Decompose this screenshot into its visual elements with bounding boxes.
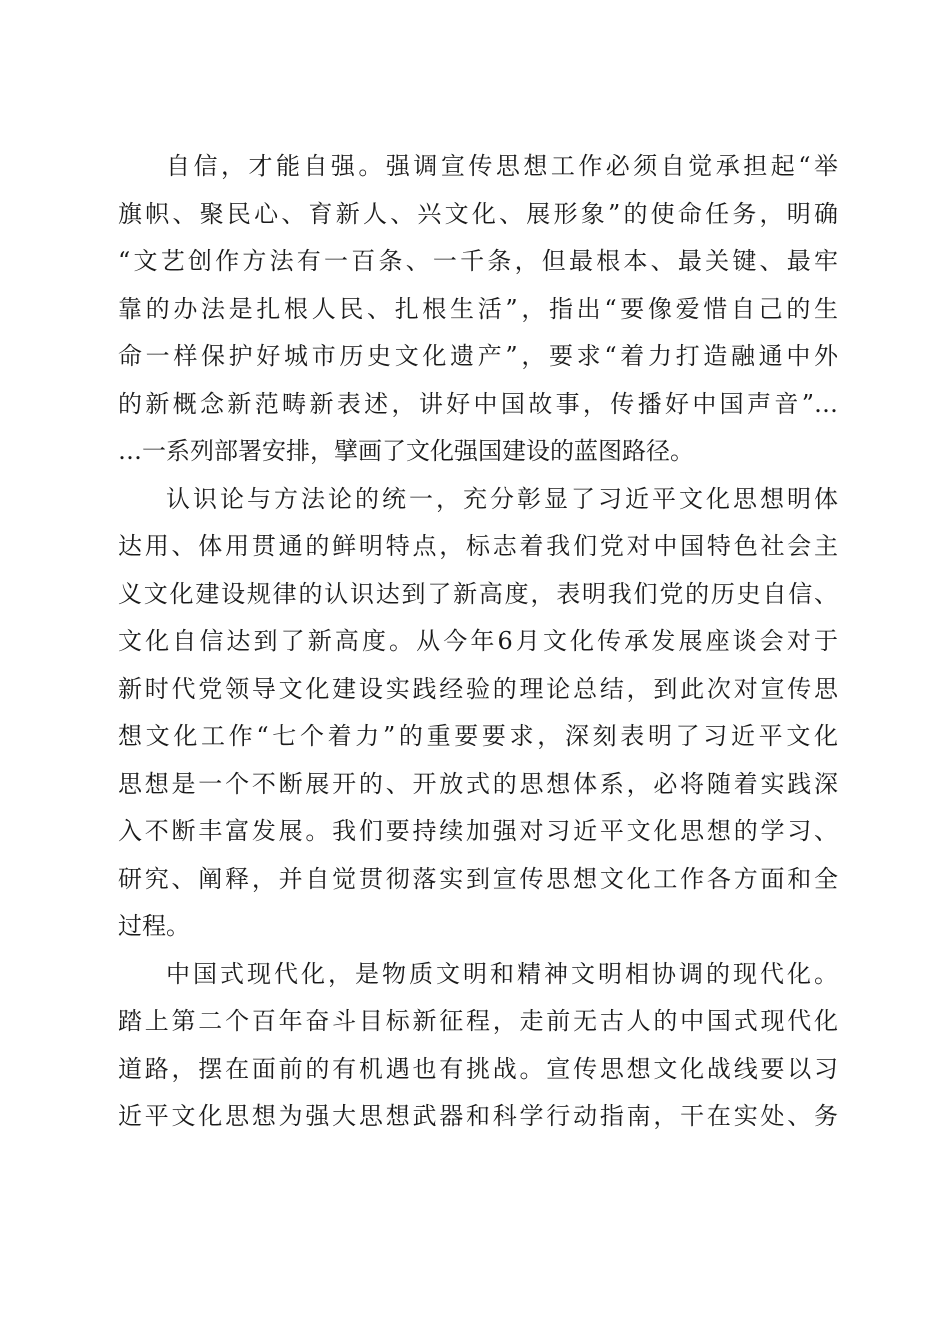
text-line: 旗帜、聚民心、育新人、兴文化、展形象”的使命任务，明确 <box>118 199 838 228</box>
text-line: 近平文化思想为强大思想武器和科学行动指南，干在实处、务 <box>118 1102 838 1130</box>
text-line: 想文化工作“七个着力”的重要要求，深刻表明了习近平文化 <box>118 722 838 750</box>
text-line: 义文化建设规律的认识达到了新高度，表明我们党的历史自信、 <box>118 579 838 608</box>
text-line: 文化自信达到了新高度。从今年6月文化传承发展座谈会对于 <box>118 627 838 655</box>
text-line: “文艺创作方法有一百条、一千条，但最根本、最关键、最牢 <box>118 247 838 275</box>
text-line: 自信，才能自强。强调宣传思想工作必须自觉承担起“举 <box>166 152 838 180</box>
text-line: 研究、阐释，并自觉贯彻落实到宣传思想文化工作各方面和全 <box>118 864 838 893</box>
text-line: 过程。 <box>118 912 190 940</box>
text-line: 的新概念新范畴新表述，讲好中国故事，传播好中国声音”… <box>118 389 838 418</box>
text-line: 认识论与方法论的统一，充分彰显了习近平文化思想明体 <box>166 484 838 513</box>
text-line: 靠的办法是扎根人民、扎根生活”，指出“要像爱惜自己的生 <box>118 294 838 323</box>
text-line: 命一样保护好城市历史文化遗产”，要求“着力打造融通中外 <box>118 342 838 370</box>
text-line: 踏上第二个百年奋斗目标新征程，走前无古人的中国式现代化 <box>118 1007 838 1035</box>
text-line: …一系列部署安排，擘画了文化强国建设的蓝图路径。 <box>118 437 694 465</box>
text-line: 入不断丰富发展。我们要持续加强对习近平文化思想的学习、 <box>118 817 838 845</box>
text-line: 道路，摆在面前的有机遇也有挑战。宣传思想文化战线要以习 <box>118 1054 838 1083</box>
text-line: 新时代党领导文化建设实践经验的理论总结，到此次对宣传思 <box>118 674 838 703</box>
text-line: 思想是一个不断展开的、开放式的思想体系，必将随着实践深 <box>118 769 838 798</box>
body-text <box>118 143 838 1141</box>
text-line: 达用、体用贯通的鲜明特点，标志着我们党对中国特色社会主 <box>118 532 838 560</box>
text-line: 中国式现代化，是物质文明和精神文明相协调的现代化。 <box>166 959 838 988</box>
